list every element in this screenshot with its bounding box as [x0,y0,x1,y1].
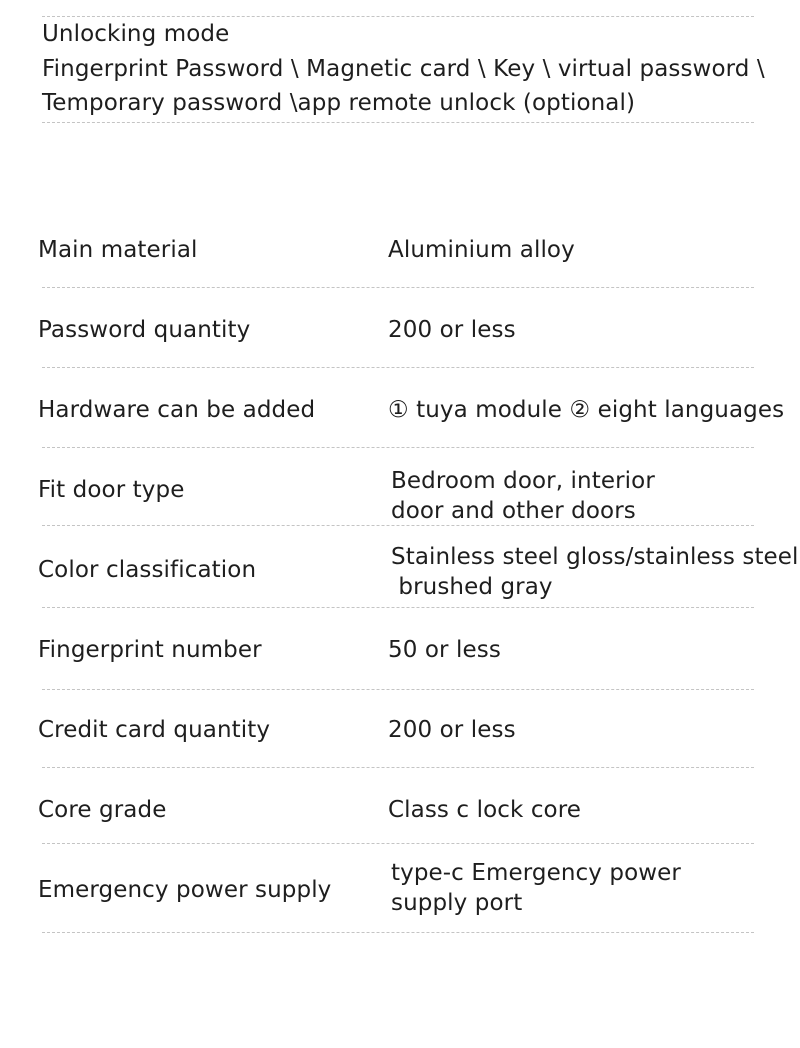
spec-value: Class c lock core [388,797,582,823]
spec-label: Core grade [38,797,167,823]
divider [42,525,754,526]
divider [42,689,754,690]
spec-value: 200 or less [388,317,516,343]
spec-value-line: type-c Emergency power [391,860,681,886]
spec-label: Credit card quantity [38,717,271,743]
spec-value: ① tuya module ② eight languages [388,397,785,423]
spec-value-line: door and other doors [391,498,636,524]
spec-label: Password quantity [38,317,251,343]
spec-label: Hardware can be added [38,397,316,423]
divider [42,16,754,17]
spec-label: Color classification [38,557,257,583]
divider [42,367,754,368]
spec-value: Aluminium alloy [388,237,575,263]
divider [42,447,754,448]
divider [42,767,754,768]
spec-value: 50 or less [388,637,501,663]
unlocking-modes-line: Temporary password \app remote unlock (optional) [42,90,636,116]
spec-value-line: brushed gray [391,574,553,600]
spec-value-line: Bedroom door, interior [391,468,655,494]
spec-value-line: Stainless steel gloss/stainless steel [391,544,799,570]
spec-value: 200 or less [388,717,516,743]
spec-label: Fingerprint number [38,637,262,663]
divider [42,843,754,844]
spec-label: Main material [38,237,198,263]
unlocking-modes-line: Fingerprint Password \ Magnetic card \ Key \ virtual password \ [42,56,765,82]
section-title: Unlocking mode [42,21,230,47]
spec-value-line: supply port [391,890,523,916]
divider [42,122,754,123]
spec-label: Emergency power supply [38,877,332,903]
divider [42,607,754,608]
spec-label: Fit door type [38,477,185,503]
divider [42,932,754,933]
divider [42,287,754,288]
